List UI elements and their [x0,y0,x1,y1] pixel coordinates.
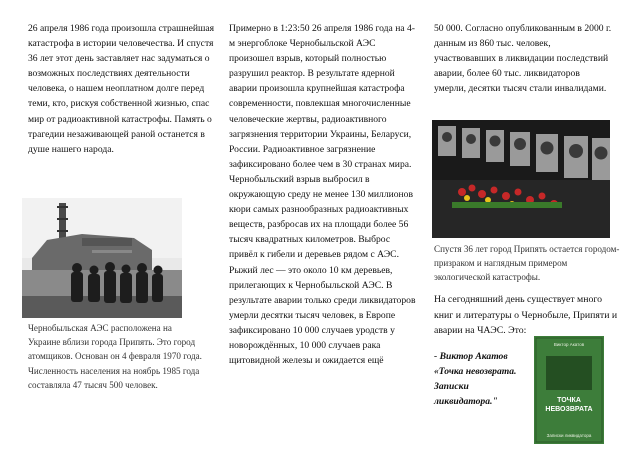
book-cover-title-1: ТОЧКА [557,397,581,404]
chernobyl-plant-photo [22,198,182,318]
pripyat-ghost-caption: Спустя 36 лет город Припять остается городом-призраком и наглядным примером экологической катастрофы. [434,244,620,283]
book-cover-subtitle: Записки ликвидатора [546,433,592,438]
intro-paragraph: 26 апреля 1986 года произошла страшнейшая катастрофа в истории человечества. И спустя 36 лет этот день заставляет нас задуматься о возможных последствиях деятельности человека, о нашем неоплатном долге перед теми, кто, рискуя собственной жизнью, спас мир от радиоактивной катастрофы. Память о трагедии незаживающей раной останется в душе нашего народа. [28,23,215,155]
memorial-wall-photo [432,120,610,238]
pripyat-caption: Чернобыльская АЭС расположена на Украине вблизи города Припять. Это город атомщиков. Основан он 4 февраля 1970 года. Численность населения на ноябрь 1985 года составляла 47 тысяч 500 человек. [28,323,202,390]
liquidators-paragraph: 50 000. Согласно опубликованным в 2000 г. данным из 860 тыс. человек, участвовавших в ликвидации последствий аварии, более 60 тыс. ликвидаторов умерли, десятки тысяч стали инвалидами. [434,23,612,95]
book-author-line: - Виктор Акатов [434,351,508,362]
book-title-line: «Точка невозврата. Записки ликвидатора." [434,366,517,408]
literature-paragraph: На сегодняшний день существует много книг и литературы о Чернобыле, Припяти и аварии на ЧАЭС. Это: [434,294,618,336]
book-cover-title-2: НЕВОЗВРАТА [545,406,593,413]
book-reference [434,349,534,409]
book-cover-author: Виктор Акатов [553,342,585,347]
book-cover [534,336,604,444]
accident-paragraph: Примерно в 1:23:50 26 апреля 1986 года на 4-м энергоблоке Чернобыльской АЭС произошел взрыв, который полностью разрушил реактор. В результате ядерной аварии произошла крупнейшая катастрофа современности, повлекшая многочисленные человеческие жертвы, радиоактивного загрязнения территории Украины, Беларуси, России. Радиоактивное загрязнение зафиксировано более чем в 30 странах мира. Чернобыльский взрыв выбросил в окружающую среду не менее 130 миллионов кюри самых разнообразных радиоактивных веществ, разбросав их на площади более 56 тысяч квадратных километров. Выброс привёл к гибели и деревьев рядом с АЭС. Рыжий лес — это около 10 км деревьев, прилегающих к Чернобыльской АЭС. В результате аварии только среди ликвидаторов умерли десятки тысяч человек, в Европе зафиксировано 10 000 случаев уродств у новорождённых, 10 000 случаев рака щитовидной железы и ожидается ещё [229,23,416,367]
